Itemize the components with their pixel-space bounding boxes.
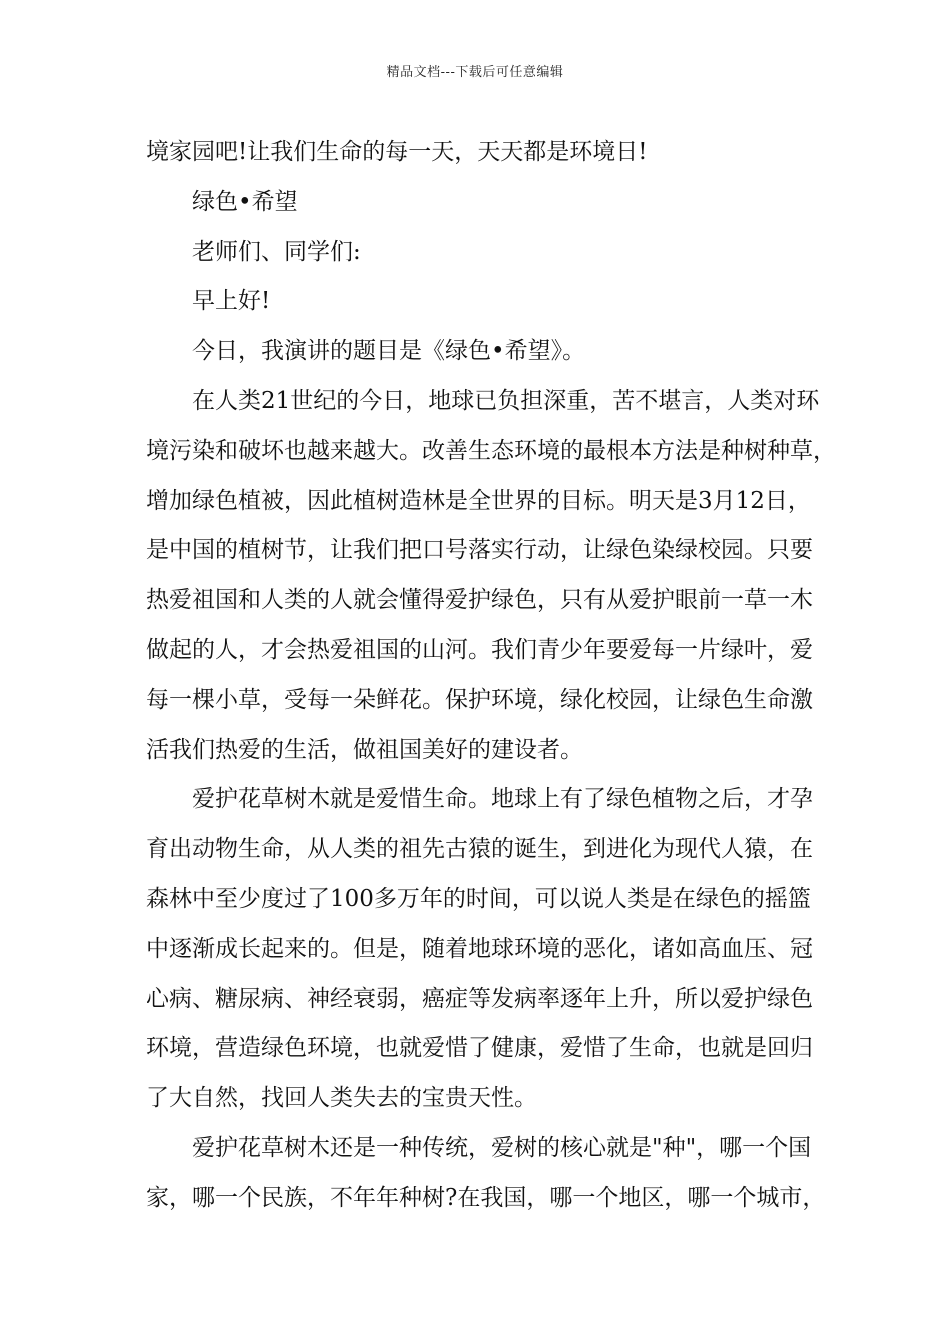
text-line: 是中国的植树节，让我们把口号落实行动，让绿色染绿校园。只要 [146, 537, 813, 564]
paragraph-start: 在人类21世纪的今日，地球已负担深重，苦不堪言，人类对环 [192, 387, 820, 414]
text-line: 森林中至少度过了100多万年的时间，可以说人类是在绿色的摇篮 [146, 885, 811, 912]
text-line: 今日，我演讲的题目是《绿色•希望》。 [192, 338, 586, 365]
section-title: 绿色•希望 [192, 188, 298, 215]
text-line: 育出动物生命，从人类的祖先古猿的诞生，到进化为现代人猿，在 [146, 836, 813, 863]
text-line: 境污染和破坏也越来越大。改善生态环境的最根本方法是种树种草， [146, 437, 836, 464]
text-line: 环境，营造绿色环境，也就爱惜了健康，爱惜了生命，也就是回归 [146, 1035, 813, 1062]
greeting: 早上好! [192, 288, 271, 315]
text-line: 热爱祖国和人类的人就会懂得爱护绿色，只有从爱护眼前一草一木 [146, 587, 813, 614]
text-line: 增加绿色植被，因此植树造林是全世界的目标。明天是3月12日， [146, 487, 811, 514]
text-line: 每一棵小草，受每一朵鲜花。保护环境，绿化校园，让绿色生命激 [146, 686, 813, 713]
paragraph-start: 爱护花草树木还是一种传统，爱树的核心就是"种"，哪一个国 [192, 1134, 812, 1161]
text-line: 了大自然，找回人类失去的宝贵天性。 [146, 1085, 537, 1112]
text-line: 境家园吧!让我们生命的每一天，天天都是环境日! [146, 139, 648, 165]
text-line: 做起的人，才会热爱祖国的山河。我们青少年要爱每一片绿叶，爱 [146, 636, 813, 663]
salutation: 老师们、同学们: [192, 238, 361, 265]
text-line: 活我们热爱的生活，做祖国美好的建设者。 [146, 736, 583, 763]
document-body [146, 128, 836, 1224]
page-header: 精品文档---下载后可任意编辑 [386, 65, 564, 80]
text-line: 家，哪一个民族，不年年种树?在我国，哪一个地区，哪一个城市， [146, 1184, 826, 1211]
text-line: 心病、糖尿病、神经衰弱，癌症等发病率逐年上升，所以爱护绿色 [146, 985, 813, 1012]
paragraph-start: 爱护花草树木就是爱惜生命。地球上有了绿色植物之后，才孕 [192, 786, 813, 813]
text-line: 中逐渐成长起来的。但是，随着地球环境的恶化，诸如高血压、冠 [146, 935, 813, 962]
